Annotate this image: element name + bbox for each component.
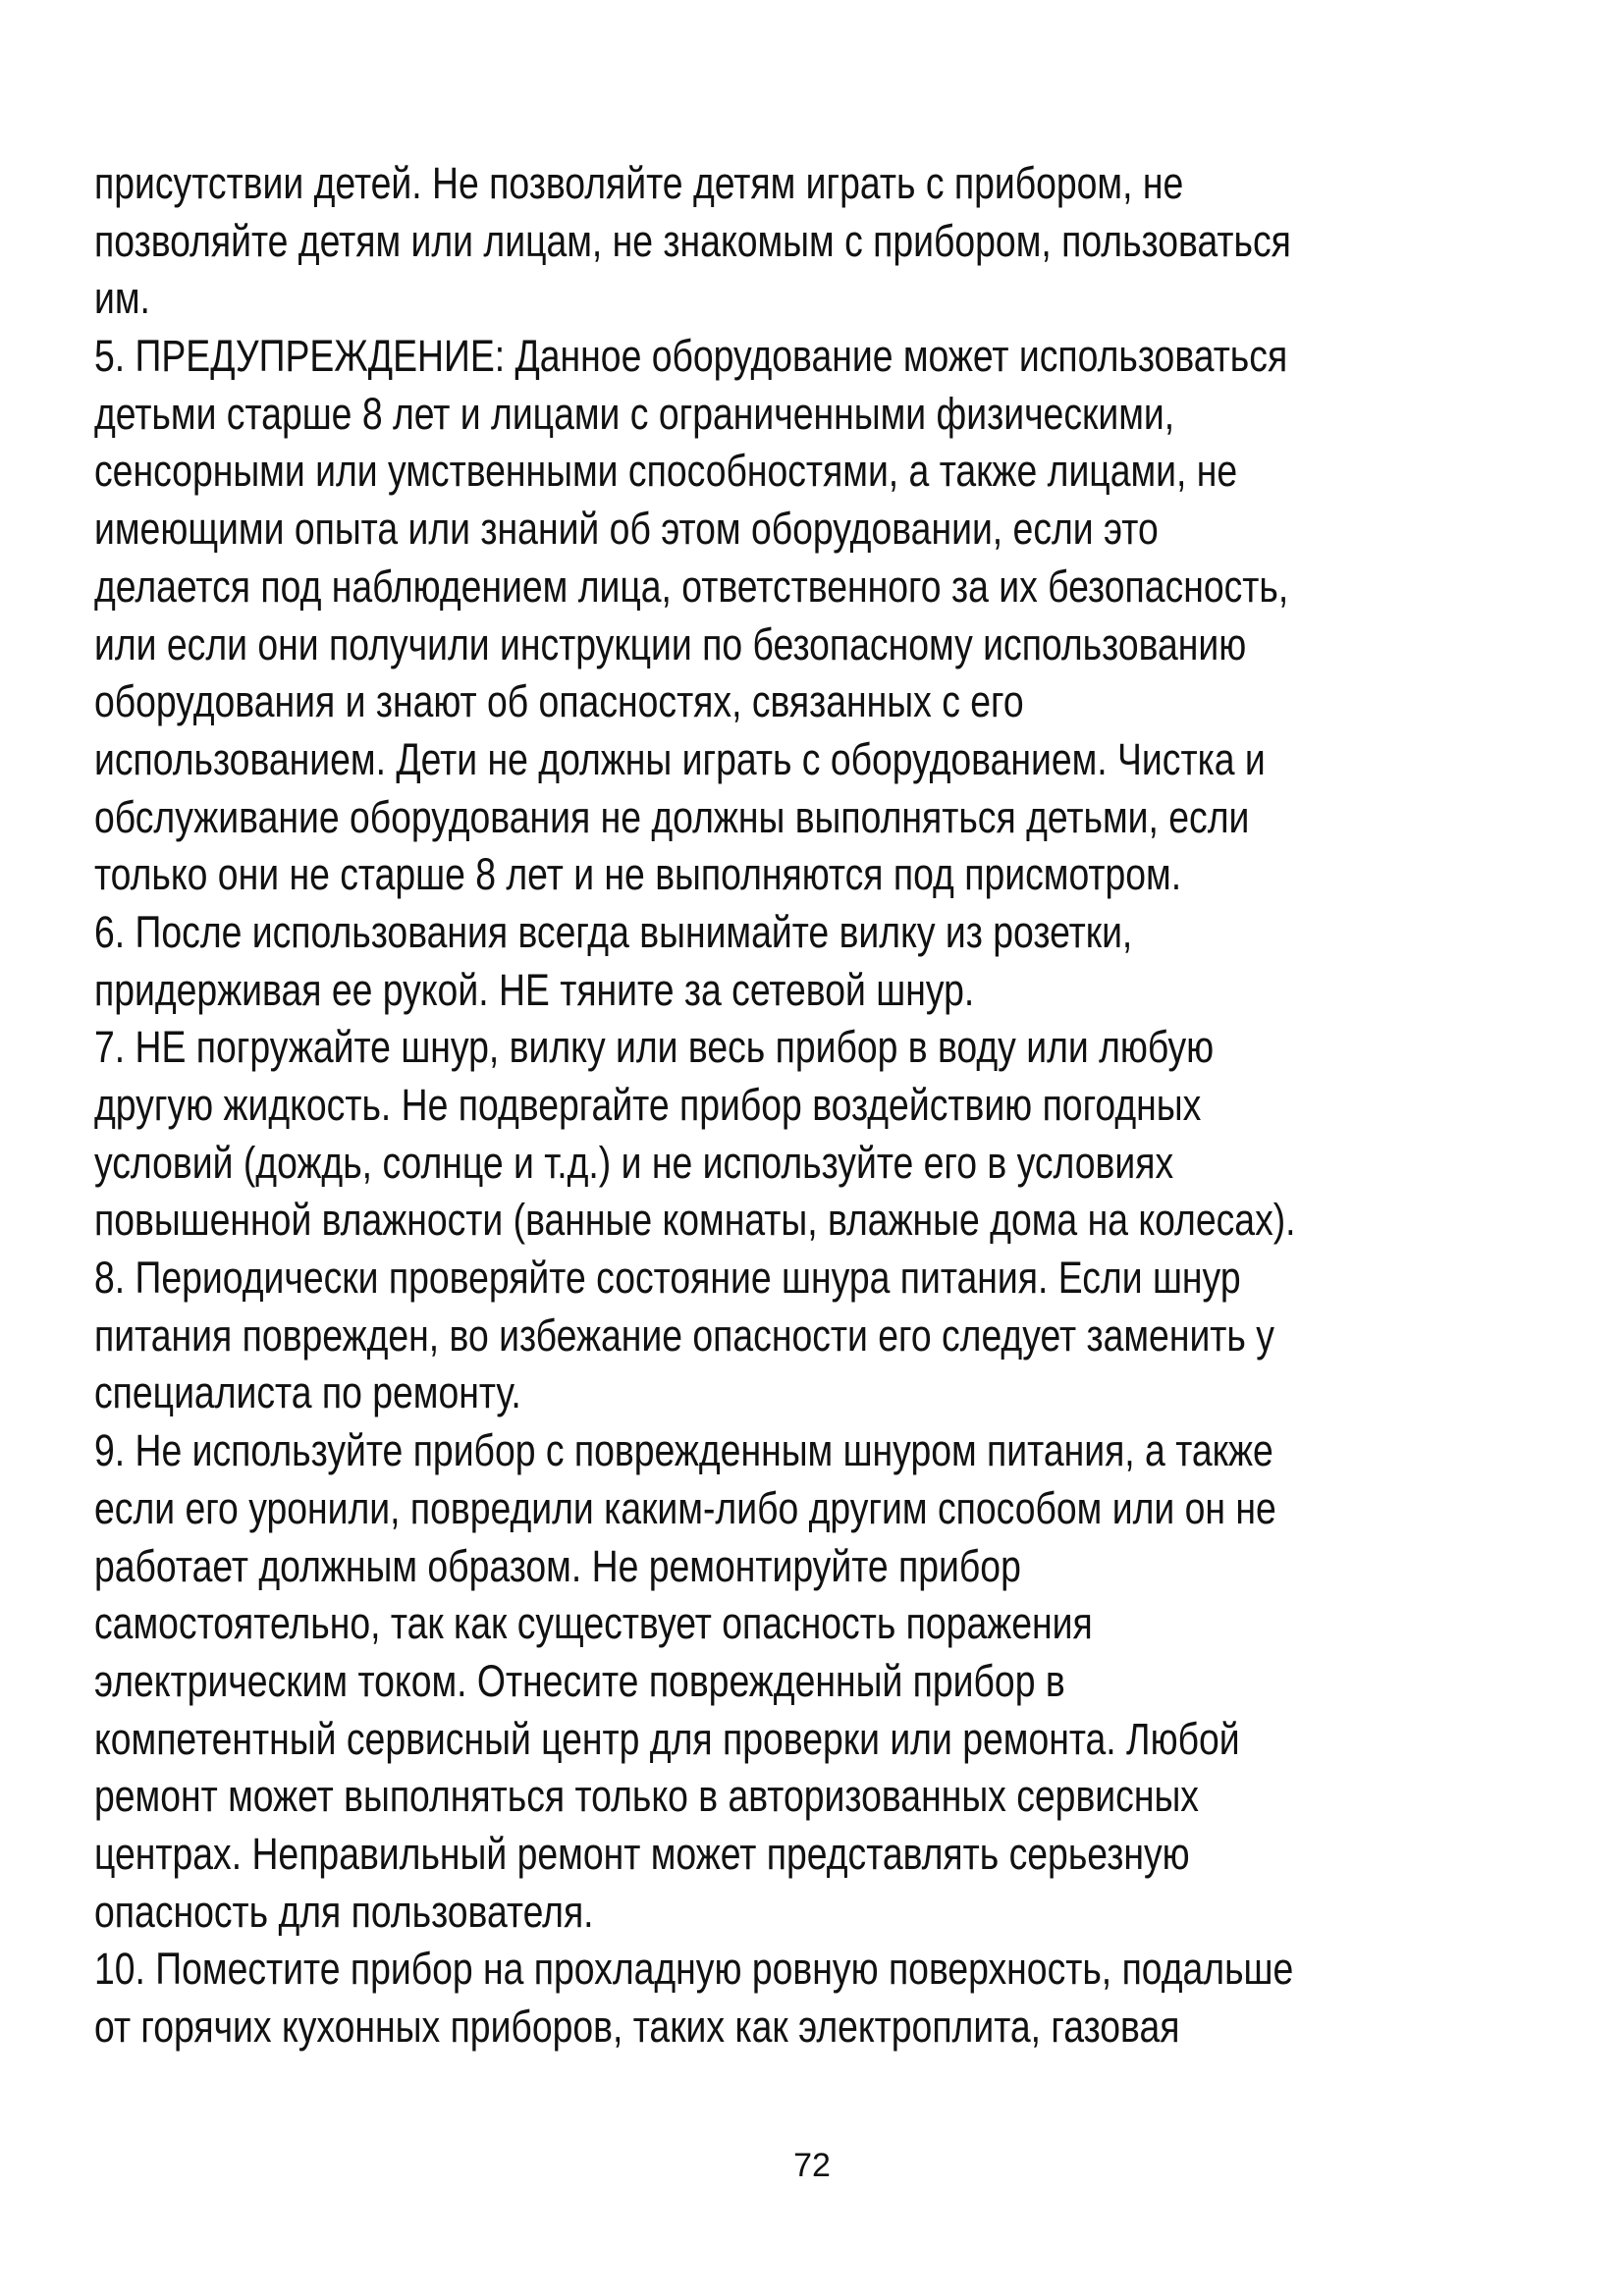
page-number: 72 (793, 2147, 831, 2184)
text-line: сенсорными или умственными способностями, а также лицами, не (94, 446, 1238, 497)
text-line: позволяйте детям или лицам, не знакомым с прибором, пользоваться (94, 215, 1291, 266)
text-line: присутствии детей. Не позволяйте детям играть с прибором, не (94, 158, 1184, 208)
text-line: оборудования и знают об опасностях, связанных с его (94, 676, 1024, 727)
text-line: 6. После использования всегда вынимайте вилку из розетки, (94, 906, 1133, 957)
body-text (94, 155, 1538, 2056)
text-line: компетентный сервисный центр для проверки или ремонта. Любой (94, 1713, 1240, 1764)
text-line: придерживая ее рукой. НЕ тяните за сетевой шнур. (94, 964, 975, 1015)
text-line: или если они получили инструкции по безопасному использованию (94, 618, 1247, 669)
text-line: работает должным образом. Не ремонтируйте прибор (94, 1540, 1021, 1591)
text-line: 5. ПРЕДУПРЕЖДЕНИЕ: Данное оборудование может использоваться (94, 331, 1288, 382)
text-line: специалиста по ремонту. (94, 1367, 521, 1418)
text-line: если его уронили, повредили каким-либо другим способом или он не (94, 1482, 1276, 1533)
text-line: самостоятельно, так как существует опасность поражения (94, 1598, 1093, 1649)
text-line: делается под наблюдением лица, ответственного за их безопасность, (94, 561, 1289, 612)
text-line: питания поврежден, во избежание опасности его следует заменить у (94, 1309, 1274, 1361)
text-line: другую жидкость. Не подвергайте прибор воздействию погодных (94, 1080, 1202, 1130)
text-line: условий (дождь, солнце и т.д.) и не используйте его в условиях (94, 1137, 1174, 1188)
text-line: имеющими опыта или знаний об этом оборудовании, если это (94, 504, 1159, 555)
text-line: использованием. Дети не должны играть с оборудованием. Чистка и (94, 733, 1266, 784)
text-line: только они не старше 8 лет и не выполняются под присмотром. (94, 849, 1182, 900)
text-line: опасность для пользователя. (94, 1886, 594, 1937)
text-line: 8. Периодически проверяйте состояние шнура питания. Если шнур (94, 1253, 1241, 1304)
text-line: обслуживание оборудования не должны выполняться детьми, если (94, 791, 1250, 842)
text-line: повышенной влажности (ванные комнаты, влажные дома на колесах). (94, 1195, 1296, 1246)
text-line: от горячих кухонных приборов, таких как электроплита, газовая (94, 2002, 1180, 2052)
text-line: центрах. Неправильный ремонт может представлять серьезную (94, 1828, 1190, 1879)
text-line: детьми старше 8 лет и лицами с ограниченными физическими, (94, 388, 1175, 439)
text-line: 10. Поместите прибор на прохладную ровную поверхность, подальше (94, 1944, 1294, 1995)
text-line: электрическим током. Отнесите поврежденный прибор в (94, 1655, 1065, 1706)
text-line: 9. Не используйте прибор с поврежденным шнуром питания, а также (94, 1425, 1273, 1476)
text-line: ремонт может выполняться только в авторизованных сервисных (94, 1771, 1199, 1822)
text-line: 7. НЕ погружайте шнур, вилку или весь прибор в воду или любую (94, 1022, 1215, 1073)
text-line: им. (94, 273, 150, 324)
